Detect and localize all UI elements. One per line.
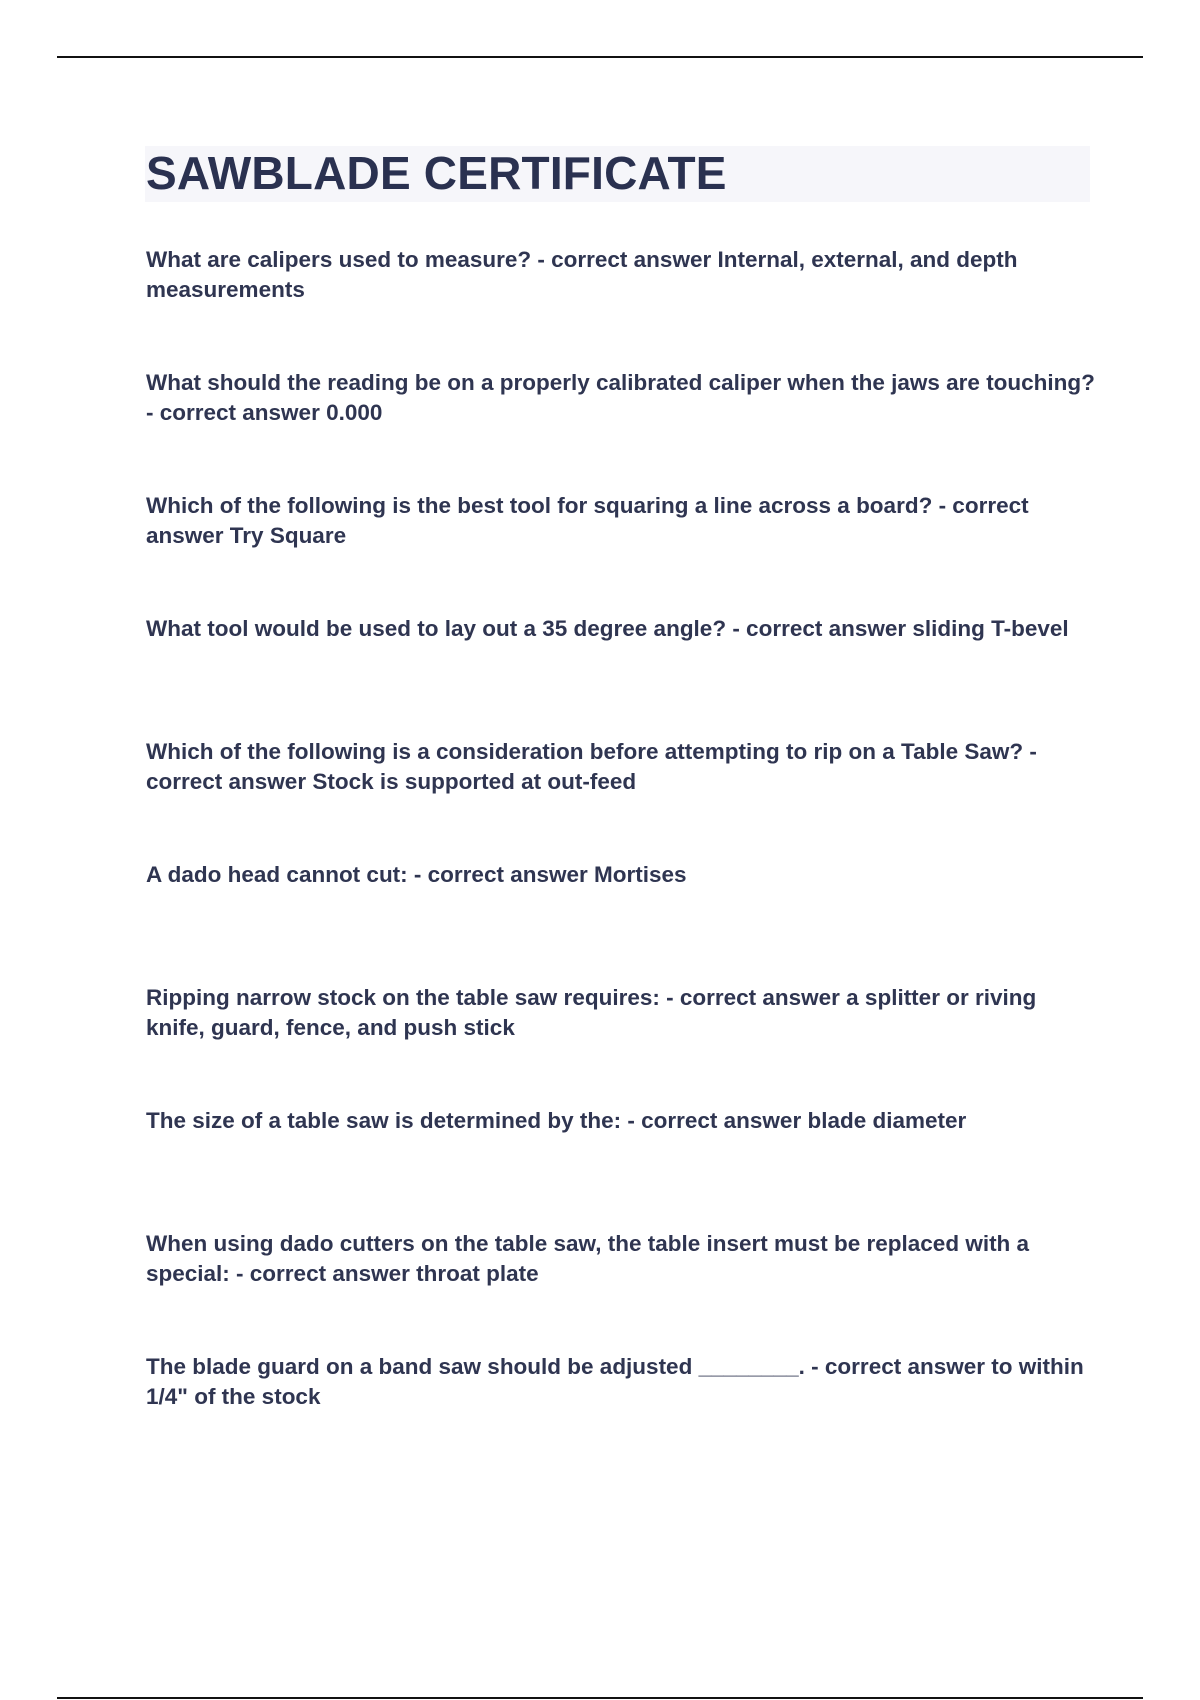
qa-item: Ripping narrow stock on the table saw requires: - correct answer a splitter or riving knife, guard, fence, and push stick bbox=[146, 985, 1037, 1040]
qa-item: What are calipers used to measure? - correct answer Internal, external, and depth measurements bbox=[146, 247, 1018, 302]
qa-item: Which of the following is a consideration before attempting to rip on a Table Saw? - correct answer Stock is supported at out-feed bbox=[146, 739, 1037, 794]
top-divider bbox=[57, 56, 1143, 58]
bottom-divider bbox=[57, 1697, 1143, 1699]
question-answer-list bbox=[146, 245, 1096, 1475]
qa-item: What tool would be used to lay out a 35 degree angle? - correct answer sliding T-bevel bbox=[146, 616, 1069, 641]
document-title: SAWBLADE CERTIFICATE bbox=[146, 147, 727, 199]
qa-item: The size of a table saw is determined by the: - correct answer blade diameter bbox=[146, 1108, 967, 1133]
qa-item: When using dado cutters on the table saw, the table insert must be replaced with a special: - correct answer throat plate bbox=[146, 1231, 1030, 1286]
qa-item: Which of the following is the best tool for squaring a line across a board? - correct answer Try Square bbox=[146, 493, 1029, 548]
qa-item: The blade guard on a band saw should be adjusted ________. - correct answer to within 1/4" of the stock bbox=[146, 1354, 1084, 1409]
qa-item: A dado head cannot cut: - correct answer Mortises bbox=[146, 862, 687, 887]
qa-item: What should the reading be on a properly calibrated caliper when the jaws are touching? - correct answer 0.000 bbox=[146, 370, 1095, 425]
